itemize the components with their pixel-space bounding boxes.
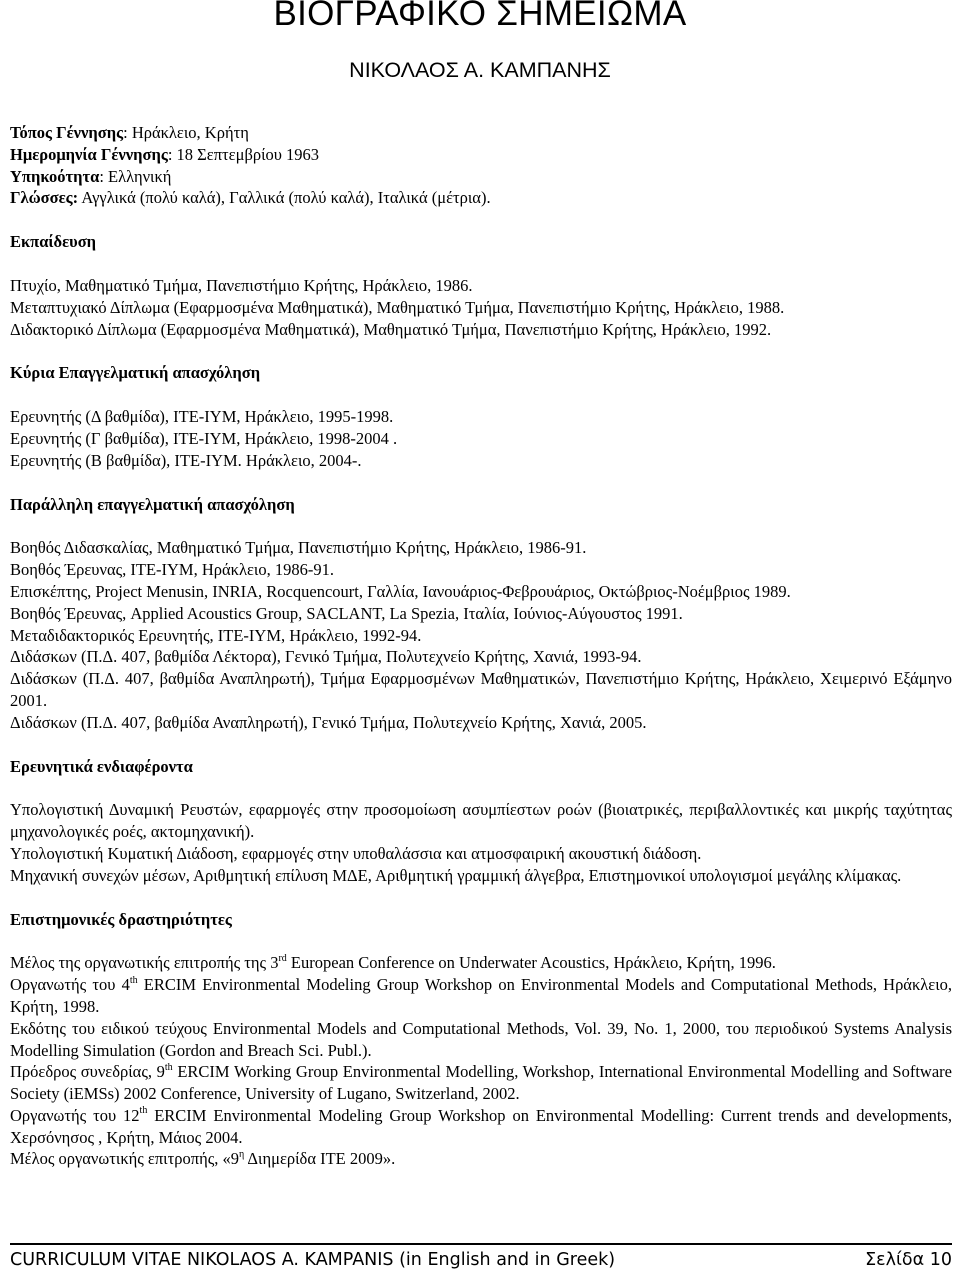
personal-info [10, 122, 952, 209]
education-item: Πτυχίο, Μαθηματικό Τμήμα, Πανεπιστήμιο Κρήτης, Ηράκλειο, 1986. [10, 275, 473, 295]
education-heading: Εκπαίδευση [10, 232, 97, 252]
birthplace-line [10, 122, 952, 144]
birthdate-value: : 18 Σεπτεμβρίου 1963 [167, 144, 320, 164]
spacer [10, 384, 952, 406]
research-interest-item: Υπολογιστική Κυματική Διάδοση, εφαρμογές στην υποθαλάσσια και ατμοσφαιρική ακουστική διάδοση. [10, 843, 702, 863]
activity-item [10, 1105, 952, 1149]
parallel-employment-heading: Παράλληλη επαγγελματική απασχόληση [10, 494, 295, 514]
parallel-employment-item: Επισκέπτης, Project Menusin, INRIA, Rocquencourt, Γαλλία, Ιανουάριος-Φεβρουάριος, Οκτώβριος-Νοέμβριος 1989. [10, 581, 791, 601]
citizenship-line [10, 166, 952, 188]
education-item: Διδακτορικό Δίπλωμα (Εφαρμοσμένα Μαθηματικά), Μαθηματικό Τμήμα, Πανεπιστήμιο Κρήτης, Ηράκλειο, 1992. [10, 319, 772, 339]
birthplace-label: Τόπος Γέννησης [10, 123, 124, 142]
parallel-employment-item: Βοηθός Διδασκαλίας, Μαθηματικό Τμήμα, Πανεπιστήμιο Κρήτης, Ηράκλειο, 1986-91. [10, 538, 587, 558]
spacer [10, 734, 952, 756]
activity-item [10, 1061, 952, 1105]
research-interest-item: Υπολογιστική Δυναμική Ρευστών, εφαρμογές στην προσομοίωση ασυμπίεστων ροών (βιοιατρικές, περιβαλλοντικές και μικρής ταχύτητας μηχανολογικές ροές, ακτομηχανική). [10, 800, 952, 842]
main-employment-item: Ερευνητής (Γ βαθμίδα), ΙΤΕ-ΙΥΜ, Ηράκλειο, 1998-2004 . [10, 428, 398, 448]
activity-text: Εκδότης του ειδικού τεύχους Environmental Models and Computational Methods, Vol. 39, No. 1, 2000, του περιοδικού Systems Analysis Modelling Simulation (Gordon and Breach Sci. Publ.). [10, 1018, 952, 1060]
activity-text: Μέλος οργανωτικής επιτροπής, «9 [10, 1149, 239, 1169]
main-employment-item: Ερευνητής (Β βαθμίδα), ΙΤΕ-ΙΥΜ. Ηράκλειο, 2004-. [10, 450, 362, 470]
activity-superscript: th [164, 1061, 173, 1073]
document-body [10, 122, 952, 1170]
activity-item [10, 952, 952, 974]
parallel-employment-item: Μεταδιδακτορικός Ερευνητής, ΙΤΕ-ΙΥΜ, Ηράκλειο, 1992-94. [10, 625, 422, 645]
activity-text: Οργανωτής του 4 [10, 975, 130, 995]
parallel-employment-item: Διδάσκων (Π.Δ. 407, βαθμίδα Αναπληρωτή), Γενικό Τμήμα, Πολυτεχνείο Κρήτης, Χανιά, 2005. [10, 712, 647, 732]
spacer [10, 340, 952, 362]
research-interest-item: Μηχανική συνεχών μέσων, Αριθμητική επίλυση ΜΔΕ, Αριθμητική γραμμική άλγεβρα, Επιστημονικοί υπολογισμοί μεγάλης κλίμακας. [10, 865, 902, 885]
scientific-activities-heading: Επιστημονικές δραστηριότητες [10, 909, 232, 929]
research-interests-heading: Ερευνητικά ενδιαφέροντα [10, 756, 193, 776]
spacer [10, 515, 952, 537]
page-footer [10, 1250, 952, 1270]
main-employment-item: Ερευνητής (Δ βαθμίδα), ΙΤΕ-ΙΥΜ, Ηράκλειο, 1995-1998. [10, 407, 394, 427]
citizenship-label: Υπηκοότητα [10, 166, 100, 186]
spacer [10, 777, 952, 799]
activity-text: ERCIM Environmental Modeling Group Workshop on Environmental Modelling: Current trends and developments, Χερσόνησος , Κρήτη, Μάιος 2004. [10, 1105, 953, 1147]
activity-text: Μέλος της οργανωτικής επιτροπής της 3 [10, 953, 279, 973]
parallel-employment-item: Διδάσκων (Π.Δ. 407, βαθμίδα Λέκτορα), Γενικό Τμήμα, Πολυτεχνείο Κρήτης, Χανιά, 1993-94. [10, 647, 642, 667]
education-item: Μεταπτυχιακό Δίπλωμα (Εφαρμοσμένα Μαθηματικά), Μαθηματικό Τμήμα, Πανεπιστήμιο Κρήτης, Ηράκλειο, 1988. [10, 297, 785, 317]
parallel-employment-item: Διδάσκων (Π.Δ. 407, βαθμίδα Αναπληρωτή), Τμήμα Εφαρμοσμένων Μαθηματικών, Πανεπιστήμιο Κρήτης, Ηράκλειο, Χειμερινό Εξάμηνο 2001. [10, 669, 952, 710]
spacer [10, 209, 952, 231]
citizenship-value: : Ελληνική [99, 166, 172, 186]
activity-superscript: η [238, 1148, 245, 1160]
main-employment-heading: Κύρια Επαγγελματική απασχόληση [10, 363, 261, 383]
activity-item [10, 974, 952, 1018]
activity-item [10, 1148, 952, 1170]
spacer [10, 253, 952, 275]
activity-item [10, 1018, 952, 1062]
activity-superscript: rd [278, 952, 287, 964]
languages-value: Αγγλικά (πολύ καλά), Γαλλικά (πολύ καλά), Ιταλικά (μέτρια). [78, 188, 491, 208]
page-title: ΒΙΟΓΡΑΦΙΚΟ ΣΗΜΕΙΩΜΑ [273, 0, 687, 33]
spacer [10, 930, 952, 952]
birthplace-value: : Ηράκλειο, Κρήτη [123, 123, 249, 142]
footer-divider [10, 1243, 952, 1245]
activity-text: ERCIM Working Group Environmental Modelling, Workshop, International Environmental Modelling and Software Society (iEMSs) 2002 Conference, University of Lugano, Switzerland, 2002. [10, 1062, 952, 1104]
activity-text: Διημερίδα ΙΤΕ 2009». [244, 1149, 396, 1169]
activity-text: European Conference on Underwater Acoustics, Ηράκλειο, Κρήτη, 1996. [286, 953, 776, 973]
activity-text: ERCIM Environmental Modeling Group Workshop on Environmental Models and Computational Methods, Ηράκλειο, Κρήτη, 1998. [10, 975, 953, 1016]
spacer [10, 472, 952, 494]
activity-text: Πρόεδρος συνεδρίας, 9 [10, 1062, 165, 1082]
birthdate-line [10, 144, 952, 166]
activity-superscript: th [129, 974, 138, 986]
languages-line [10, 187, 952, 209]
spacer [10, 887, 952, 909]
languages-label: Γλώσσες: [10, 188, 79, 208]
person-name: ΝΙΚΟΛΑΟΣ Α. ΚΑΜΠΑΝΗΣ [349, 58, 611, 82]
parallel-employment-item: Βοηθός Έρευνας, ΙΤΕ-ΙΥΜ, Ηράκλειο, 1986-91. [10, 560, 334, 580]
footer-title: CURRICULUM VITAE NIKOLAOS A. KAMPANIS (in English and in Greek) [10, 1250, 616, 1270]
page-number: Σελίδα 10 [865, 1250, 952, 1270]
parallel-employment-item: Βοηθός Έρευνας, Applied Acoustics Group, SACLANT, La Spezia, Ιταλία, Ιούνιος-Αύγουστος 1991. [10, 603, 683, 623]
activity-superscript: th [139, 1105, 148, 1117]
activity-text: Οργανωτής του 12 [10, 1105, 140, 1125]
birthdate-label: Ημερομηνία Γέννησης [10, 144, 168, 164]
